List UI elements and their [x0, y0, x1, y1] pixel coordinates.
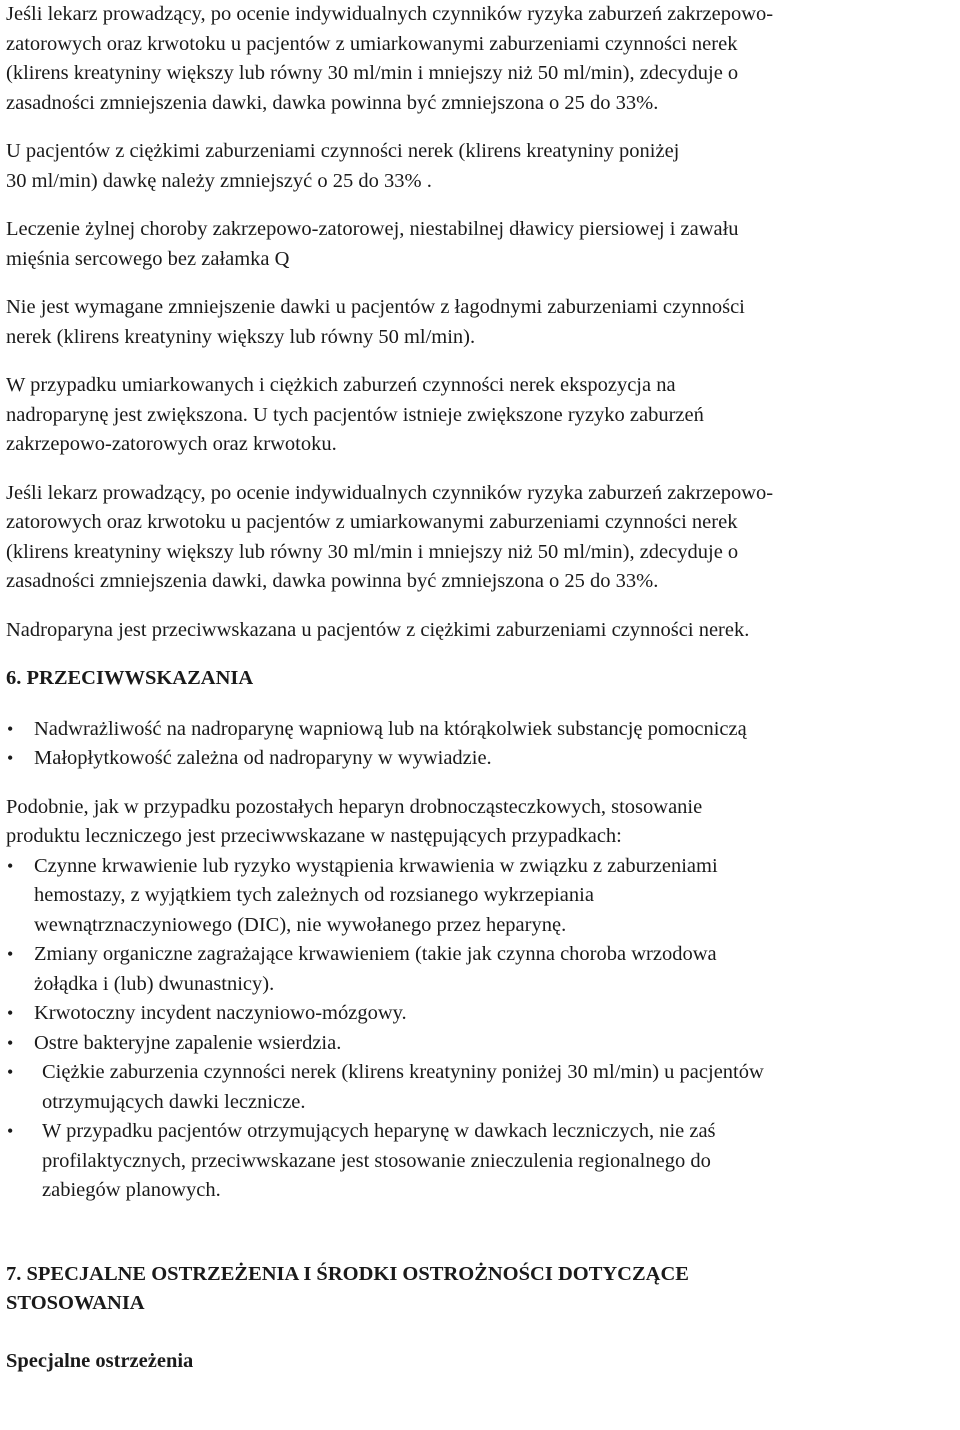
bullet-icon: •: [7, 748, 14, 768]
list-item: • Małopłytkowość zależna od nadroparyny w wywiadzie.: [6, 744, 958, 774]
bullet-icon: •: [7, 1032, 14, 1053]
paragraph-exposure-increased: W przypadku umiarkowanych i ciężkich zaburzeń czynności nerek ekspozycja na nadroparynę jest zwiększona. U tych pacjentów istnieje zwiększone ryzyko zaburzeń zakrzepowo-zatorowych oraz krwotoku.: [6, 374, 704, 455]
section-heading-contraindications: 6. PRZECIWWSKAZANIA: [6, 667, 254, 689]
bullet-icon: •: [7, 1121, 14, 1141]
list-item: • Ciężkie zaburzenia czynności nerek (klirens kreatyniny poniżej 30 ml/min) u pacjentów otrzymujących dawki lecznicze.: [6, 1058, 958, 1117]
bullet-icon: •: [7, 855, 14, 876]
bullet-icon: •: [7, 944, 14, 964]
list-item: • Krwotoczny incydent naczyniowo-mózgowy.: [6, 999, 958, 1029]
bullet-icon: •: [7, 1062, 14, 1082]
list-item: • Zmiany organiczne zagrażające krwawieniem (takie jak czynna choroba wrzodowa żołądka i (lub) dwunastnicy).: [6, 940, 958, 999]
paragraph-contraindicated-severe: Nadroparyna jest przeciwwskazana u pacjentów z ciężkimi zaburzeniami czynności nerek.: [6, 618, 750, 641]
paragraph-dose-reduction-moderate: Jeśli lekarz prowadzący, po ocenie indywidualnych czynników ryzyka zaburzeń zakrzepowo- zatorowych oraz krwotoku u pacjentów z umiarkowanymi zaburzeniami czynności nerek (klirens kreatyniny większy lub równy 30 ml/min i mniejszy niż 50 ml/min), zdecyduje o zasadności zmniejszenia dawki, dawka powinna być zmniejszona o 25 do 33%.: [6, 3, 774, 114]
list-item: • Nadwrażliwość na nadroparynę wapniową lub na którąkolwiek substancję pomocniczą: [6, 715, 958, 745]
paragraph-dose-reduction-severe: U pacjentów z ciężkimi zaburzeniami czynności nerek (klirens kreatyniny poniżej 30 ml/min) dawkę należy zmniejszyć o 25 do 33% .: [6, 140, 680, 192]
paragraph-dose-reduction-moderate-repeat: Jeśli lekarz prowadzący, po ocenie indywidualnych czynników ryzyka zaburzeń zakrzepowo- zatorowych oraz krwotoku u pacjentów z umiarkowanymi zaburzeniami czynności nerek (klirens kreatyniny większy lub równy 30 ml/min i mniejszy niż 50 ml/min), zdecyduje o zasadności zmniejszenia dawki, dawka powinna być zmniejszona o 25 do 33%.: [6, 481, 774, 592]
document-page: [6, 0, 958, 1376]
list-item: • Ostre bakteryjne zapalenie wsierdzia.: [6, 1029, 958, 1059]
subheading-special-warnings: Specjalne ostrzeżenia: [6, 1349, 194, 1372]
contraindications-list: [6, 715, 958, 774]
paragraph-treatment-heading: Leczenie żylnej choroby zakrzepowo-zatorowej, niestabilnej dławicy piersiowej i zawału mięśnia sercowego bez załamka Q: [6, 218, 739, 270]
bullet-icon: •: [7, 718, 14, 739]
list-item: • Czynne krwawienie lub ryzyko wystąpienia krwawienia w związku z zaburzeniami hemostazy, z wyjątkiem tych zależnych od rozsianego wykrzepiania wewnątrznaczyniowego (DIC), nie wywołanego przez heparynę.: [6, 852, 958, 941]
paragraph-no-reduction-mild: Nie jest wymagane zmniejszenie dawki u pacjentów z łagodnymi zaburzeniami czynności nerek (klirens kreatyniny większy lub równy 50 ml/min).: [6, 296, 745, 348]
bullet-icon: •: [7, 1003, 14, 1023]
list-item: • W przypadku pacjentów otrzymujących heparynę w dawkach leczniczych, nie zaś profilaktycznych, przeciwwskazane jest stosowanie znieczulenia regionalnego do zabiegów planowych.: [6, 1117, 958, 1206]
section-heading-special-warnings: 7. SPECJALNE OSTRZEŻENIA I ŚRODKI OSTROŻNOŚCI DOTYCZĄCE STOSOWANIA: [6, 1262, 689, 1314]
paragraph-lmwh-contraindications-intro: Podobnie, jak w przypadku pozostałych heparyn drobnocząsteczkowych, stosowanie produktu leczniczego jest przeciwwskazane w następujących przypadkach:: [6, 795, 703, 847]
lmwh-contraindications-list: [6, 852, 958, 1206]
